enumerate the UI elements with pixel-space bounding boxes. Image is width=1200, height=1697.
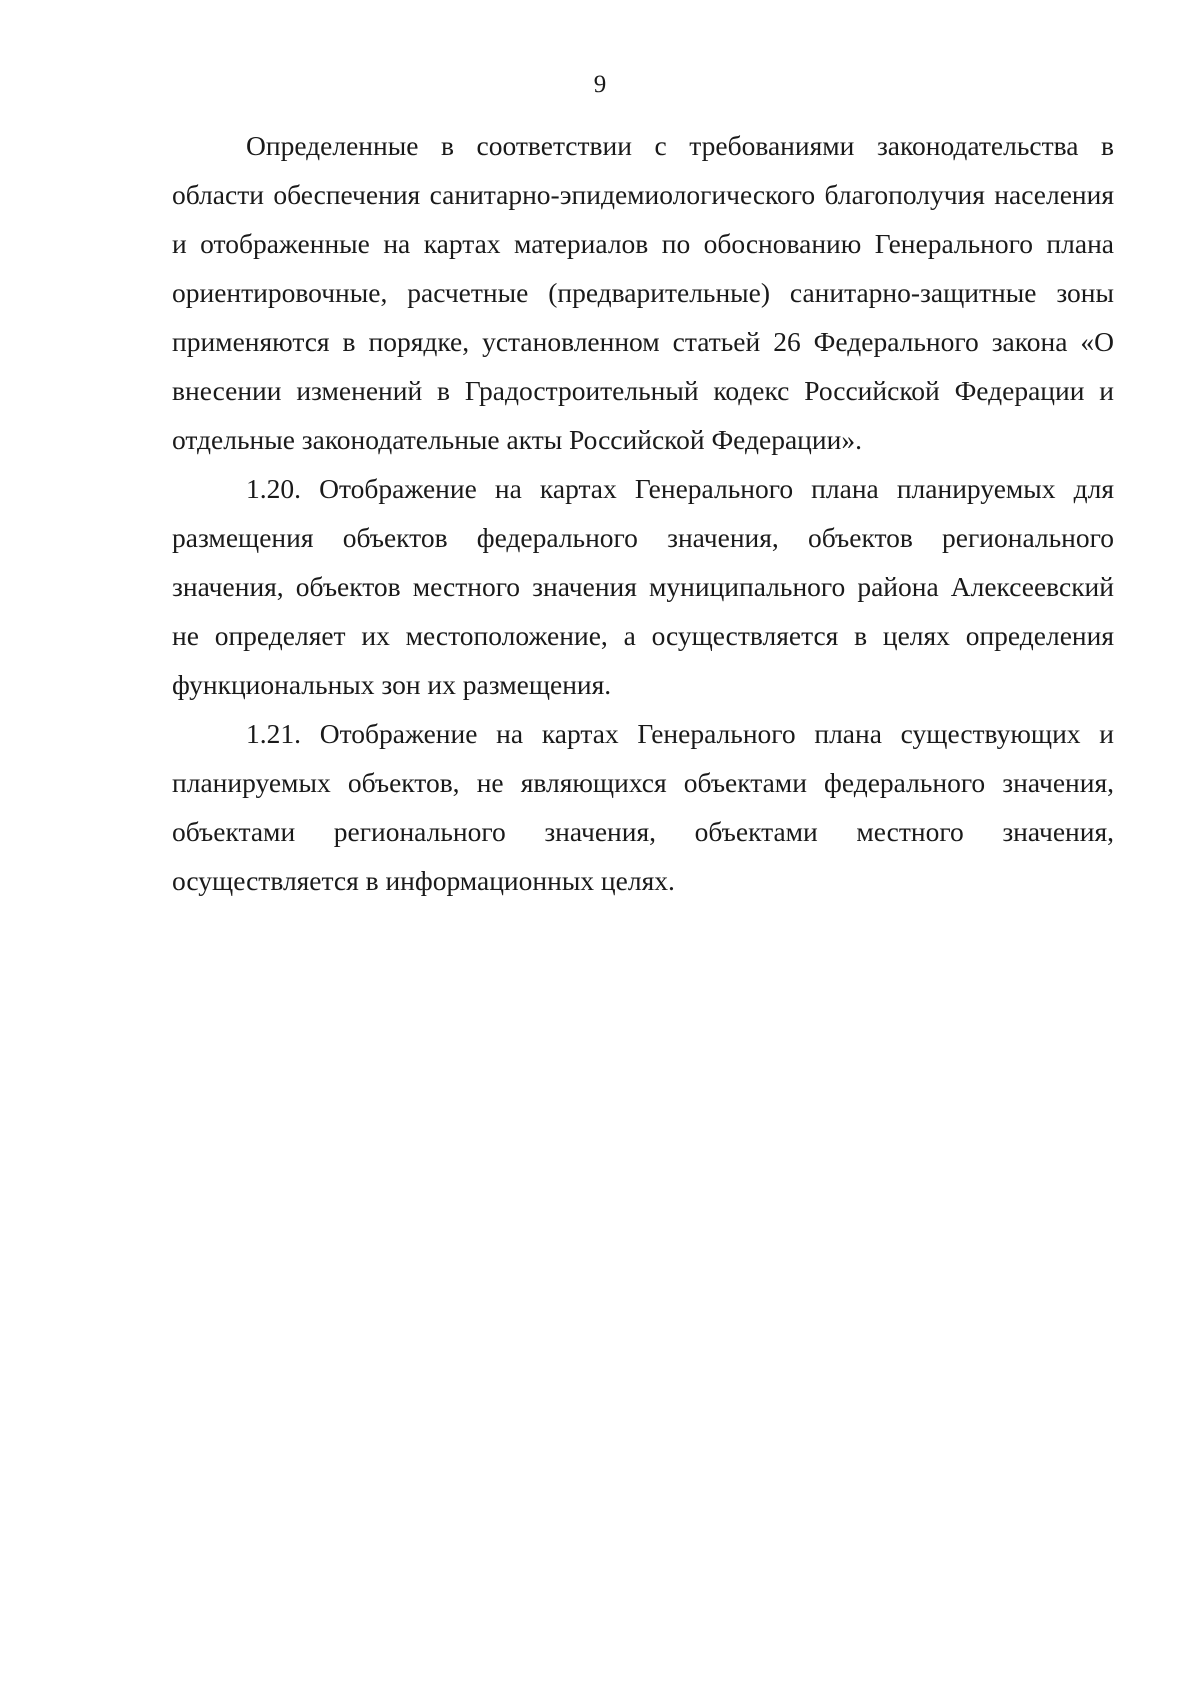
page-number: 9: [593, 71, 607, 98]
paragraph-sanitary-zones: Определенные в соответствии с требованиями законодательства в области обеспечения санитарно-эпидемиологического благополучия населения и отображенные на картах материалов по обоснованию Генерального плана ориентировочные, расчетные (предварительные) санитарно-защитные зоны применяются в порядке, установленном статьей 26 Федерального закона «О внесении изменений в Градостроительный кодекс Российской Федерации и отдельные законодательные акты Российской Федерации».: [172, 130, 1114, 455]
paragraph-clause-1-20: 1.20. Отображение на картах Генерального плана планируемых для размещения объектов федерального значения, объектов регионального значения, объектов местного значения муниципального района Алексеевский не определяет их местоположение, а осуществляется в целях определения функциональных зон их размещения.: [172, 473, 1114, 700]
paragraph-clause-1-21: 1.21. Отображение на картах Генерального плана существующих и планируемых объектов, не являющихся объектами федерального значения, объектами регионального значения, объектами местного значения, осуществляется в информационных целях.: [172, 718, 1114, 896]
document-body: [172, 121, 1114, 905]
